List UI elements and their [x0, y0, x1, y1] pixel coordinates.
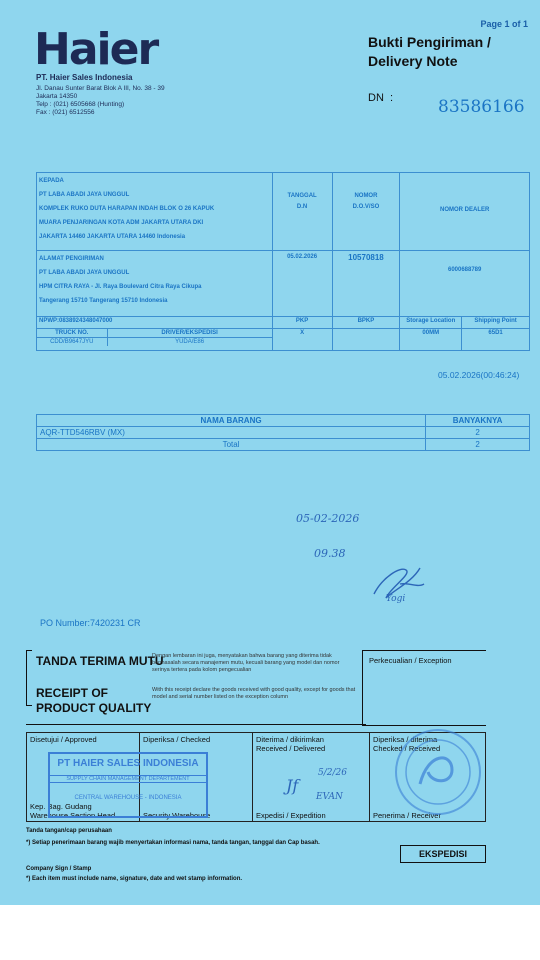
po-number: PO Number:7420231 CR: [40, 618, 141, 628]
receipt-text-en: With this receipt declare the goods received with good quality, except for goods that model and serial number listed on the exception column: [152, 687, 356, 700]
bpkp-value: [332, 329, 400, 351]
consignee-cell: KEPADA PT LABA ABADI JAYA UNGGUL KOMPLEK RUKO DUTA HARAPAN INDAH BLOK O 26 KAPUK MUARA PENJARINGAN KOTA ADM JAKARTA UTARA DKI JAKARTA 14460 JAKARTA UTARA 14460 Indonesia: [37, 173, 273, 251]
approved-cell: Disetujui / Approved Kep. Bag. Gudang Warehouse Section Head: [27, 733, 140, 821]
checked-cell: Diperiksa / Checked Security Warehouse: [140, 733, 253, 821]
item-qty-header: BANYAKNYA: [426, 415, 530, 427]
npwp: NPWP:0838924348047000: [37, 317, 273, 329]
document-title: Bukti Pengiriman / Delivery Note: [368, 34, 491, 69]
exception-label: Perkecualian / Exception: [369, 656, 452, 665]
receipt-of-quality: [26, 650, 486, 726]
receiver-initials-mark: Jf: [286, 776, 299, 795]
print-timestamp: 05.02.2026(00:46:24): [438, 370, 520, 380]
driver-label: DRIVER/EKSPEDISI: [107, 329, 272, 338]
receipt-text-id: Dengan lembaran ini juga, menyatakan bahwa barang yang diterima tidak bermasalah secara manajemen mutu, kecuali barang yang model dan nomor serinya tertera pada kolom pengecualian: [152, 653, 340, 673]
item-name: AQR-TTD546RBV (MX): [37, 427, 426, 439]
sign-label: Tanda tangan/cap perusahaan: [26, 828, 112, 834]
company-address: Jl. Danau Sunter Barat Blok A III, No. 38 - 39 Jakarta 14350 Telp : (021) 6505668 (Hunting) Fax : (021) 6512556: [36, 85, 165, 116]
dn-colon: :: [390, 92, 394, 104]
delivered-cell: Diterima / dikirimkan Received / Delivered Expedisi / Expedition: [253, 733, 370, 821]
receipt-title-id: TANDA TERIMA MUTU: [36, 654, 164, 668]
total-qty: 2: [426, 439, 530, 451]
company-name: PT. Haier Sales Indonesia: [36, 73, 133, 82]
storage-location-header: Storage Location: [400, 317, 462, 329]
handwritten-date: 05-02-2026: [296, 512, 360, 525]
received-date: 5/2/26: [318, 768, 347, 778]
note-id: *) Setiap penerimaan barang wajib menyertakan informasi nama, tanda tangan, tanggal dan Cap basah.: [26, 840, 320, 846]
receipt-title-en: RECEIPT OF PRODUCT QUALITY: [36, 686, 152, 715]
do-number: 10570818: [332, 251, 400, 317]
storage-location-value: 00MM: [400, 329, 462, 351]
sign-label-en: Company Sign / Stamp: [26, 866, 92, 872]
shipping-address-cell: ALAMAT PENGIRIMAN PT LABA ABADI JAYA UNGGUL HPM CITRA RAYA - Jl. Raya Boulevard Citra Raya Cikupa Tangerang 15710 Tangerang 15710 Indonesia: [37, 251, 273, 317]
company-stamp: PT HAIER SALES INDONESIA SUPPLY CHAIN MANAGEMENT DEPARTEMENT CENTRAL WAREHOUSE - INDONESIA: [48, 752, 208, 818]
copy-label: EKSPEDISI: [400, 845, 486, 863]
courier-name: EVAN: [316, 792, 343, 802]
dn-label: DN: [368, 92, 384, 104]
dn-number: 83586166: [438, 97, 525, 117]
dealer-header: NOMOR DEALER: [400, 173, 530, 251]
signer-name: Yogi: [386, 594, 406, 604]
driver-name: YUDA/E86: [107, 338, 272, 347]
dn-date: 05.02.2026: [272, 251, 332, 317]
total-label: Total: [37, 439, 426, 451]
items-table: [36, 414, 530, 451]
truck-label: TRUCK NO.: [37, 329, 107, 338]
table-row: [37, 427, 530, 439]
handwritten-time: 09.38: [314, 547, 346, 560]
pkp-value: X: [272, 329, 332, 351]
pkp-header: PKP: [272, 317, 332, 329]
shipping-point-header: Shipping Point: [462, 317, 530, 329]
truck-number: CDD/B9647JYU: [37, 338, 107, 347]
nomor-header: NOMOR D.O.V/SO: [332, 173, 400, 251]
item-name-header: NAMA BARANG: [37, 415, 426, 427]
delivery-header-table: [36, 172, 530, 351]
round-stamp: [388, 722, 488, 822]
page-number: Page 1 of 1: [480, 19, 528, 29]
note-en: *) Each item must include name, signature, date and wet stamp information.: [26, 876, 243, 882]
bpkp-header: BPKP: [332, 317, 400, 329]
haier-logo: Haier: [34, 24, 158, 75]
dealer-number: 6000688789: [400, 251, 530, 317]
transport-cell: [37, 329, 273, 351]
item-qty: 2: [426, 427, 530, 439]
shipping-point-value: 65D1: [462, 329, 530, 351]
tanggal-header: TANGGAL D.N: [272, 173, 332, 251]
receiver-cell: Diperiksa / diterima Checked / Received Penerima / Receiver: [373, 735, 441, 820]
